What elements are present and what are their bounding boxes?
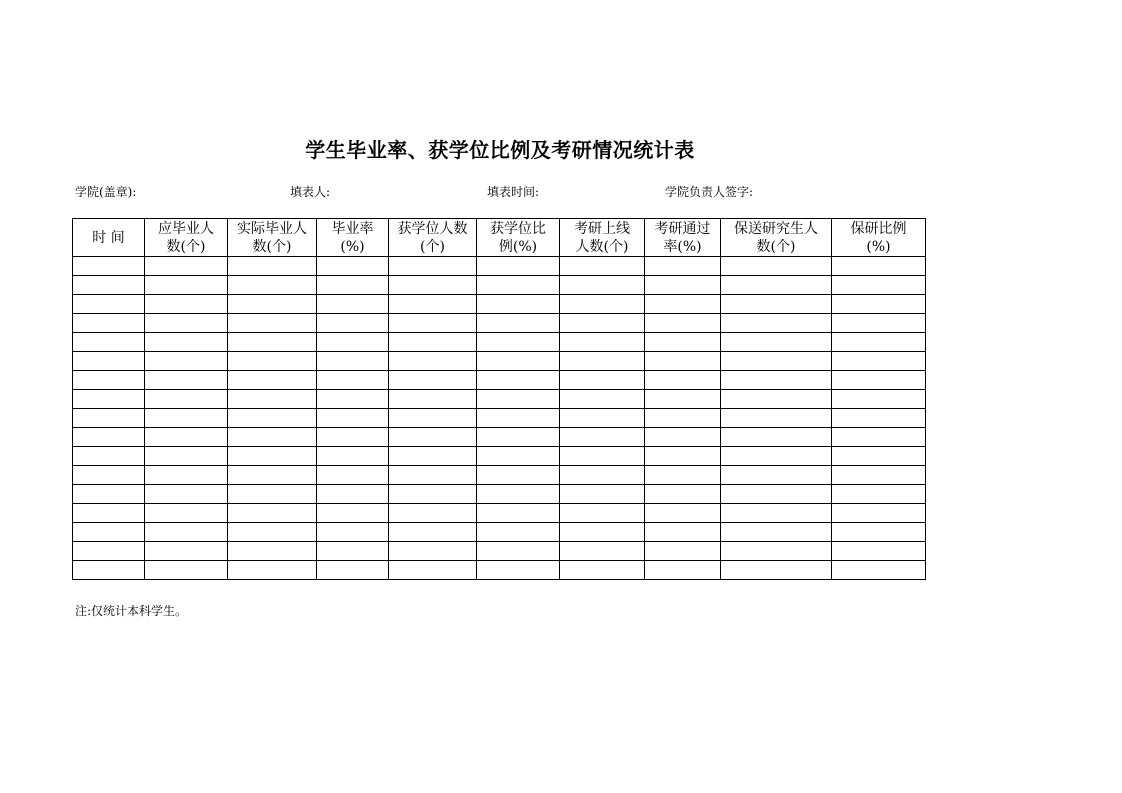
table-cell xyxy=(645,352,721,371)
table-cell xyxy=(645,276,721,295)
header-degree-count xyxy=(389,219,477,257)
table-cell xyxy=(389,428,477,447)
table-cell xyxy=(721,428,832,447)
table-cell xyxy=(560,504,645,523)
table-cell xyxy=(73,295,145,314)
table-cell xyxy=(645,390,721,409)
table-cell xyxy=(228,314,317,333)
table-cell xyxy=(560,409,645,428)
table-cell xyxy=(73,504,145,523)
table-cell xyxy=(477,257,560,276)
table-cell xyxy=(832,409,926,428)
header-line1: 获学位人数 xyxy=(397,220,468,237)
header-line1: 应毕业人 xyxy=(158,220,214,237)
header-line2: 例(%) xyxy=(498,238,538,255)
table-cell xyxy=(832,504,926,523)
table-cell xyxy=(721,561,832,580)
table-cell xyxy=(145,485,228,504)
table-cell xyxy=(645,447,721,466)
table-cell xyxy=(477,314,560,333)
header-line2: 数(个) xyxy=(166,238,206,255)
table-row xyxy=(73,542,926,561)
table-cell xyxy=(832,447,926,466)
table-cell xyxy=(228,561,317,580)
table-cell xyxy=(73,485,145,504)
table-cell xyxy=(73,276,145,295)
table-cell xyxy=(721,295,832,314)
table-cell xyxy=(832,295,926,314)
header-recommendation-ratio xyxy=(832,219,926,257)
table-row xyxy=(73,485,926,504)
table-cell xyxy=(145,276,228,295)
table-cell xyxy=(389,542,477,561)
table-cell xyxy=(645,523,721,542)
table-cell xyxy=(477,390,560,409)
table-cell xyxy=(389,276,477,295)
header-time-text: 时 间 xyxy=(92,229,125,246)
header-postgrad-qualified xyxy=(560,219,645,257)
table-row xyxy=(73,447,926,466)
table-cell xyxy=(477,485,560,504)
table-cell xyxy=(477,352,560,371)
table-cell xyxy=(560,390,645,409)
table-cell xyxy=(228,276,317,295)
table-cell xyxy=(317,371,389,390)
table-cell xyxy=(145,542,228,561)
table-cell xyxy=(721,504,832,523)
table-cell xyxy=(832,390,926,409)
table-cell xyxy=(560,333,645,352)
table-cell xyxy=(389,295,477,314)
header-expected-graduates xyxy=(145,219,228,257)
table-cell xyxy=(73,523,145,542)
table-cell xyxy=(389,352,477,371)
table-cell xyxy=(317,390,389,409)
table-cell xyxy=(832,371,926,390)
header-postgrad-pass-rate xyxy=(645,219,721,257)
table-cell xyxy=(317,523,389,542)
header-line1: 保送研究生人 xyxy=(734,220,818,237)
table-cell xyxy=(477,447,560,466)
table-cell xyxy=(832,314,926,333)
table-cell xyxy=(560,561,645,580)
table-cell xyxy=(389,447,477,466)
header-line2: (%) xyxy=(340,238,365,255)
table-row xyxy=(73,523,926,542)
table-row xyxy=(73,371,926,390)
table-body xyxy=(73,257,926,580)
table-cell xyxy=(721,466,832,485)
table-cell xyxy=(228,333,317,352)
table-cell xyxy=(73,561,145,580)
table-row xyxy=(73,352,926,371)
table-cell xyxy=(560,276,645,295)
table-row xyxy=(73,504,926,523)
table-cell xyxy=(389,333,477,352)
fill-date-label: 填表时间: xyxy=(487,185,540,199)
table-cell xyxy=(228,352,317,371)
table-row xyxy=(73,390,926,409)
table-cell xyxy=(228,409,317,428)
table-cell xyxy=(145,523,228,542)
table-cell xyxy=(389,257,477,276)
header-line2: (个) xyxy=(420,238,445,255)
table-cell xyxy=(317,561,389,580)
table-header-row xyxy=(73,219,926,257)
table-cell xyxy=(645,504,721,523)
table-cell xyxy=(560,314,645,333)
table-cell xyxy=(73,257,145,276)
table-cell xyxy=(645,333,721,352)
table-cell xyxy=(73,466,145,485)
table-cell xyxy=(560,542,645,561)
table-cell xyxy=(832,333,926,352)
table-cell xyxy=(228,504,317,523)
table-cell xyxy=(477,371,560,390)
document-title: 学生毕业率、获学位比例及考研情况统计表 xyxy=(305,138,695,162)
table-cell xyxy=(721,447,832,466)
table-cell xyxy=(721,371,832,390)
table-cell xyxy=(645,466,721,485)
table-cell xyxy=(721,409,832,428)
header-line1: 保研比例 xyxy=(850,220,907,237)
table-cell xyxy=(317,485,389,504)
table-row xyxy=(73,561,926,580)
header-time xyxy=(73,219,145,257)
table-cell xyxy=(645,561,721,580)
table-cell xyxy=(560,257,645,276)
table-cell xyxy=(721,257,832,276)
dean-signature-label: 学院负责人签字: xyxy=(665,185,754,199)
table-cell xyxy=(145,466,228,485)
table-cell xyxy=(832,485,926,504)
table-cell xyxy=(145,447,228,466)
header-line1: 考研通过 xyxy=(654,220,711,237)
table-cell xyxy=(317,504,389,523)
table-cell xyxy=(477,333,560,352)
table-cell xyxy=(477,428,560,447)
table-cell xyxy=(477,561,560,580)
table-cell xyxy=(145,257,228,276)
table-cell xyxy=(317,466,389,485)
table-cell xyxy=(389,466,477,485)
table-cell xyxy=(317,314,389,333)
header-line2: 人数(个) xyxy=(575,238,629,255)
table-cell xyxy=(389,409,477,428)
table-row xyxy=(73,295,926,314)
table-cell xyxy=(560,295,645,314)
table-cell xyxy=(389,561,477,580)
table-cell xyxy=(73,390,145,409)
header-line2: 率(%) xyxy=(663,238,702,255)
table-row xyxy=(73,257,926,276)
table-cell xyxy=(145,314,228,333)
table-cell xyxy=(145,390,228,409)
table-row xyxy=(73,428,926,447)
header-line1: 毕业率 xyxy=(331,220,374,237)
table-cell xyxy=(145,504,228,523)
table-cell xyxy=(645,371,721,390)
table-cell xyxy=(228,257,317,276)
header-line1: 考研上线 xyxy=(574,220,630,237)
table-cell xyxy=(721,390,832,409)
table-row xyxy=(73,466,926,485)
table-cell xyxy=(145,295,228,314)
table-cell xyxy=(645,485,721,504)
statistics-table xyxy=(72,218,926,580)
table-cell xyxy=(317,428,389,447)
table-cell xyxy=(228,295,317,314)
table-cell xyxy=(228,371,317,390)
table-cell xyxy=(389,523,477,542)
header-line2: 数(个) xyxy=(756,238,796,255)
table-cell xyxy=(73,371,145,390)
table-cell xyxy=(832,352,926,371)
table-cell xyxy=(145,409,228,428)
table-cell xyxy=(645,314,721,333)
header-degree-ratio xyxy=(477,219,560,257)
table-cell xyxy=(645,428,721,447)
table-cell xyxy=(317,333,389,352)
table-cell xyxy=(832,542,926,561)
table-cell xyxy=(145,371,228,390)
header-line2: (%) xyxy=(866,238,891,255)
table-cell xyxy=(477,276,560,295)
table-cell xyxy=(317,409,389,428)
table-cell xyxy=(832,523,926,542)
table-cell xyxy=(560,466,645,485)
table-cell xyxy=(228,447,317,466)
header-line2: 数(个) xyxy=(252,238,292,255)
table-cell xyxy=(228,542,317,561)
table-row xyxy=(73,333,926,352)
table-cell xyxy=(228,428,317,447)
filler-label: 填表人: xyxy=(290,185,331,199)
table-cell xyxy=(645,542,721,561)
table-cell xyxy=(389,504,477,523)
table-cell xyxy=(477,542,560,561)
table-cell xyxy=(145,561,228,580)
table-cell xyxy=(721,542,832,561)
table-cell xyxy=(389,390,477,409)
table-cell xyxy=(73,314,145,333)
table-cell xyxy=(832,428,926,447)
table-cell xyxy=(832,276,926,295)
table-cell xyxy=(73,352,145,371)
header-line1: 实际毕业人 xyxy=(237,220,307,237)
table-cell xyxy=(721,333,832,352)
header-line1: 获学位比 xyxy=(490,220,546,237)
table-cell xyxy=(228,523,317,542)
table-cell xyxy=(477,466,560,485)
table-cell xyxy=(228,466,317,485)
table-cell xyxy=(721,276,832,295)
college-seal-label: 学院(盖章): xyxy=(75,185,137,199)
table-cell xyxy=(560,352,645,371)
table-cell xyxy=(145,333,228,352)
table-cell xyxy=(389,314,477,333)
table-cell xyxy=(73,333,145,352)
table-cell xyxy=(389,371,477,390)
table-cell xyxy=(228,390,317,409)
table-cell xyxy=(477,409,560,428)
header-graduation-rate xyxy=(317,219,389,257)
table-cell xyxy=(832,561,926,580)
table-cell xyxy=(560,485,645,504)
table-cell xyxy=(317,447,389,466)
table-cell xyxy=(832,466,926,485)
table-cell xyxy=(721,523,832,542)
table-row xyxy=(73,314,926,333)
table-cell xyxy=(145,352,228,371)
table-cell xyxy=(73,542,145,561)
table-cell xyxy=(389,485,477,504)
table-cell xyxy=(560,371,645,390)
table-cell xyxy=(317,352,389,371)
table-cell xyxy=(73,428,145,447)
table-cell xyxy=(832,257,926,276)
table-cell xyxy=(477,504,560,523)
table-cell xyxy=(721,314,832,333)
table-cell xyxy=(645,409,721,428)
footnote: 注:仅统计本科学生。 xyxy=(75,604,188,618)
table-row xyxy=(73,276,926,295)
table-cell xyxy=(317,542,389,561)
table-cell xyxy=(721,352,832,371)
table-cell xyxy=(645,257,721,276)
table-cell xyxy=(645,295,721,314)
table-cell xyxy=(477,295,560,314)
table-cell xyxy=(317,276,389,295)
table-cell xyxy=(477,523,560,542)
header-actual-graduates xyxy=(228,219,317,257)
table-row xyxy=(73,409,926,428)
table-cell xyxy=(317,257,389,276)
table-cell xyxy=(73,409,145,428)
table-cell xyxy=(560,428,645,447)
table-cell xyxy=(228,485,317,504)
table-cell xyxy=(73,447,145,466)
table-cell xyxy=(721,485,832,504)
table-cell xyxy=(145,428,228,447)
table-cell xyxy=(317,295,389,314)
table-cell xyxy=(560,447,645,466)
table-cell xyxy=(560,523,645,542)
header-recommended-postgrads xyxy=(721,219,832,257)
